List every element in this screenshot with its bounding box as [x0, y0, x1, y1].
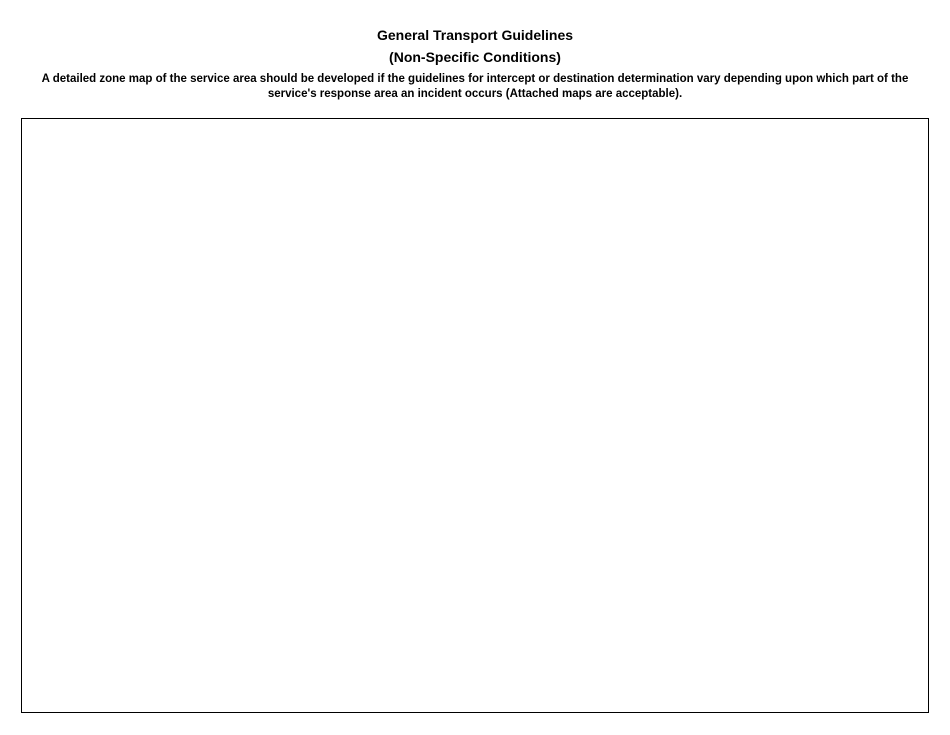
page-title: General Transport Guidelines	[376, 27, 574, 43]
instructions-text: A detailed zone map of the service area should be developed if the guidelines for intercept or destination determination vary depending upon which part of the service's response area an incident occurs (Attached maps are acceptable).	[41, 73, 909, 100]
zone-map-box[interactable]	[21, 118, 929, 713]
page-subtitle: (Non-Specific Conditions)	[389, 49, 561, 65]
